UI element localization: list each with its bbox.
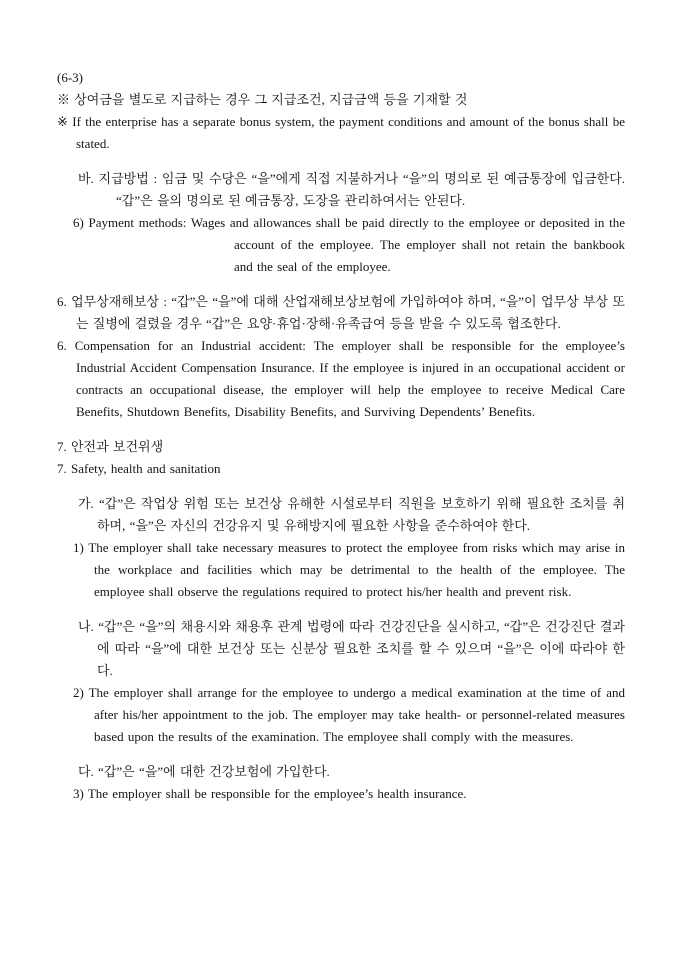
bonus-note-en: ※ If the enterprise has a separate bonus system, the payment conditions and amount of the bonus shall be stated. bbox=[57, 114, 625, 151]
safety-heading-ko: 7. 안전과 보건위생 bbox=[57, 439, 164, 454]
safety-clause-b-en: 2) The employer shall arrange for the employee to undergo a medical examination at the time of and after his/her appointment to the job. The employer may take health- or personnel-related measures based upon the results of the examination. The employee shall comply with the measures. bbox=[73, 685, 625, 744]
bonus-note-ko: ※ 상여금을 별도로 지급하는 경우 그 지급조건, 지급금액 등을 기재할 것 bbox=[57, 92, 468, 107]
payment-method-en: 6) Payment methods: Wages and allowances shall be paid directly to the employee or deposited in the account of the employee. The employer shall not retain the bankbook and the seal of the employee. bbox=[73, 215, 625, 274]
safety-clause-a-ko: 가. “갑”은 작업상 위험 또는 보건상 유해한 시설로부터 직원을 보호하기 위해 필요한 조치를 취하며, “을”은 자신의 건강유지 및 유해방지에 필요한 사항을 준수하여야 한다. bbox=[78, 496, 625, 533]
safety-heading-en: 7. Safety, health and sanitation bbox=[57, 461, 221, 476]
safety-clause-c-ko: 다. “갑”은 “을”에 대한 건강보험에 가입한다. bbox=[78, 764, 330, 779]
industrial-accident-en: 6. Compensation for an Industrial accident: The employer shall be responsible for the employee’s Industrial Accident Compensation Insurance. If the employee is injured in an occupational accident or contracts an occupational disease, the employer will help the employee to receive Medical Care Benefits, Shutdown Benefits, Disability Benefits, and Surviving Dependents’ Benefits. bbox=[57, 338, 625, 419]
document-body bbox=[57, 67, 625, 805]
page-section-label: (6-3) bbox=[57, 70, 83, 85]
payment-method-ko: 바. 지급방법 : 임금 및 수당은 “을”에게 직접 지불하거나 “을”의 명의로 된 예금통장에 입금한다. “갑”은 을의 명의로 된 예금통장, 도장을 관리하여서는 안된다. bbox=[78, 171, 625, 208]
safety-clause-a-en: 1) The employer shall take necessary measures to protect the employee from risks which may arise in the workplace and facilities which may be detrimental to the health of the employee. The employee shall observe the regulations required to protect his/her health and prevent risk. bbox=[73, 540, 625, 599]
safety-clause-b-ko: 나. “갑”은 “을”의 채용시와 채용후 관계 법령에 따라 건강진단을 실시하고, “갑”은 건강진단 결과에 따라 “을”에 대한 보건상 또는 신분상 필요한 조치를 할 수 있으며 “을”은 이에 따라야 한다. bbox=[78, 619, 625, 678]
industrial-accident-ko: 6. 업무상재해보상 : “갑”은 “을”에 대해 산업재해보상보험에 가입하여야 하며, “을”이 업무상 부상 또는 질병에 걸렸을 경우 “갑”은 요양·휴업·장해·유족급여 등을 받을 수 있도록 협조한다. bbox=[57, 294, 625, 331]
safety-clause-c-en: 3) The employer shall be responsible for the employee’s health insurance. bbox=[73, 786, 467, 801]
